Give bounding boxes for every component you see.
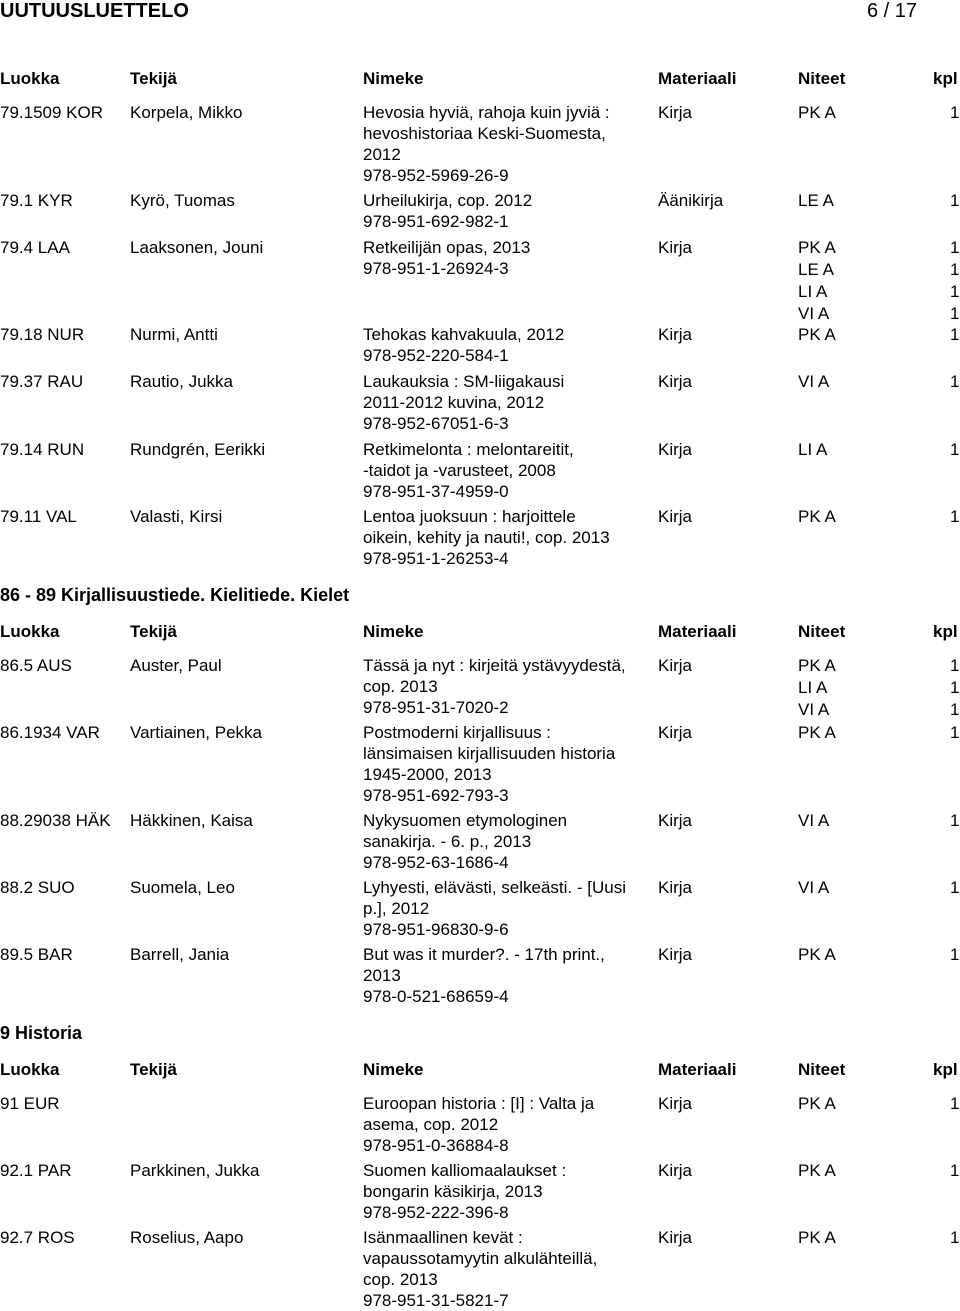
copy-count: 1 <box>950 282 960 301</box>
title-line: 2011-2012 kuvina, 2012 <box>363 393 545 412</box>
column-header-author: Tekijä <box>130 1060 177 1079</box>
title-line: länsimaisen kirjallisuuden historia <box>363 744 616 763</box>
author: Häkkinen, Kaisa <box>130 811 253 830</box>
author: Vartiainen, Pekka <box>130 723 262 742</box>
copy-count: 1 <box>950 1228 960 1247</box>
title-cell <box>363 1160 653 1223</box>
copies-cell <box>798 722 836 744</box>
copy-location: PK A <box>798 723 836 742</box>
title-line: 2012 <box>363 145 401 164</box>
copy-location: VI A <box>798 700 830 719</box>
author: Rundgrén, Eerikki <box>130 440 266 459</box>
title-cell <box>363 190 653 232</box>
column-header-title: Nimeke <box>363 1060 424 1079</box>
title-line: Urheilukirja, cop. 2012 <box>363 191 533 210</box>
kpl-cell <box>950 877 959 899</box>
copy-count: 1 <box>950 656 960 675</box>
material: Äänikirja <box>658 191 724 210</box>
author: Suomela, Leo <box>130 878 235 897</box>
material: Kirja <box>658 103 693 122</box>
class-code: 79.1 KYR <box>0 191 73 210</box>
column-header-class: Luokka <box>0 622 60 641</box>
copy-count: 1 <box>950 440 960 459</box>
isbn: 978-951-1-26924-3 <box>363 259 509 278</box>
title-line: cop. 2013 <box>363 1270 438 1289</box>
author: Nurmi, Antti <box>130 325 218 344</box>
class-code: 88.29038 HÄK <box>0 811 111 830</box>
class-code: 92.1 PAR <box>0 1161 72 1180</box>
title-line: Hevosia hyviä, rahoja kuin jyviä : <box>363 103 610 122</box>
isbn: 978-0-521-68659-4 <box>363 987 509 1006</box>
copy-count: 1 <box>950 507 960 526</box>
title-cell <box>363 102 653 186</box>
title-line: Retkeilijän opas, 2013 <box>363 238 531 257</box>
class-code: 86.5 AUS <box>0 656 72 675</box>
title-line: But was it murder?. - 17th print., <box>363 945 605 964</box>
material: Kirja <box>658 372 693 391</box>
title-cell <box>363 371 653 434</box>
column-header-class: Luokka <box>0 69 60 88</box>
material: Kirja <box>658 723 693 742</box>
author: Korpela, Mikko <box>130 103 243 122</box>
copy-count: 1 <box>950 878 960 897</box>
copies-cell <box>798 1160 836 1182</box>
copy-count: 1 <box>950 260 960 279</box>
title-line: vapaussotamyytin alkulähteillä, <box>363 1249 598 1268</box>
isbn: 978-951-37-4959-0 <box>363 482 509 501</box>
title-line: Nykysuomen etymologinen <box>363 811 568 830</box>
title-cell <box>363 506 653 569</box>
copies-cell <box>798 877 829 899</box>
title-cell <box>363 439 653 502</box>
material: Kirja <box>658 878 693 897</box>
isbn: 978-951-692-982-1 <box>363 212 509 231</box>
title-cell <box>363 810 653 873</box>
title-line: Tehokas kahvakuula, 2012 <box>363 325 565 344</box>
column-header-kpl: kpl <box>933 1060 958 1079</box>
copy-location: PK A <box>798 238 836 257</box>
author: Rautio, Jukka <box>130 372 233 391</box>
copy-count: 1 <box>950 945 960 964</box>
column-header-kpl: kpl <box>933 622 958 641</box>
material: Kirja <box>658 811 693 830</box>
title-line: p.], 2012 <box>363 899 430 918</box>
column-header-copies: Niteet <box>798 69 846 88</box>
copies-cell <box>798 810 829 832</box>
copy-count: 1 <box>950 700 960 719</box>
copy-location: LI A <box>798 678 828 697</box>
class-code: 79.4 LAA <box>0 238 70 257</box>
author: Laaksonen, Jouni <box>130 238 264 257</box>
author: Parkkinen, Jukka <box>130 1161 260 1180</box>
copy-location: PK A <box>798 945 836 964</box>
title-cell <box>363 944 653 1007</box>
copy-count: 1 <box>950 304 960 323</box>
kpl-cell <box>950 1093 959 1115</box>
copies-cell <box>798 1093 836 1115</box>
material: Kirja <box>658 1161 693 1180</box>
copies-cell <box>798 506 836 528</box>
title-line: bongarin käsikirja, 2013 <box>363 1182 543 1201</box>
column-header-row <box>0 621 960 643</box>
copy-location: VI A <box>798 372 830 391</box>
material: Kirja <box>658 325 693 344</box>
title-cell <box>363 237 653 279</box>
copy-count: 1 <box>950 723 960 742</box>
title-line: Euroopan historia : [I] : Valta ja <box>363 1094 595 1113</box>
class-code: 92.7 ROS <box>0 1228 75 1247</box>
class-code: 79.11 VAL <box>0 507 77 526</box>
copy-location: LE A <box>798 260 834 279</box>
page-number: 6 / 17 <box>866 0 917 22</box>
title-cell <box>363 877 653 940</box>
copy-count: 1 <box>950 811 960 830</box>
title-line: Postmoderni kirjallisuus : <box>363 723 552 742</box>
title-line: Laukauksia : SM-liigakausi <box>363 372 565 391</box>
copy-location: PK A <box>798 1228 836 1247</box>
isbn: 978-951-0-36884-8 <box>363 1136 509 1155</box>
kpl-cell <box>950 237 959 325</box>
column-header-kpl: kpl <box>933 69 958 88</box>
title-cell <box>363 722 653 806</box>
copy-location: PK A <box>798 1094 836 1113</box>
column-header-author: Tekijä <box>130 622 177 641</box>
class-code: 79.14 RUN <box>0 440 85 459</box>
title-line: Suomen kalliomaalaukset : <box>363 1161 567 1180</box>
column-header-copies: Niteet <box>798 1060 846 1079</box>
copy-location: PK A <box>798 1161 836 1180</box>
class-code: 79.18 NUR <box>0 325 85 344</box>
material: Kirja <box>658 656 693 675</box>
title-line: sanakirja. - 6. p., 2013 <box>363 832 532 851</box>
kpl-cell <box>950 324 959 346</box>
kpl-cell <box>950 655 959 721</box>
isbn: 978-952-222-396-8 <box>363 1203 509 1222</box>
isbn: 978-952-67051-6-3 <box>363 414 509 433</box>
kpl-cell <box>950 722 959 744</box>
author: Auster, Paul <box>130 656 222 675</box>
title-cell <box>363 655 653 718</box>
copies-cell <box>798 655 836 721</box>
copies-cell <box>798 102 836 124</box>
isbn: 978-952-220-584-1 <box>363 346 509 365</box>
copy-location: VI A <box>798 304 830 323</box>
copies-cell <box>798 1227 836 1249</box>
copy-location: VI A <box>798 811 830 830</box>
copy-count: 1 <box>950 238 960 257</box>
kpl-cell <box>950 371 959 393</box>
kpl-cell <box>950 506 959 528</box>
isbn: 978-951-96830-9-6 <box>363 920 509 939</box>
isbn: 978-951-31-5821-7 <box>363 1291 509 1310</box>
copy-location: LI A <box>798 440 828 459</box>
kpl-cell <box>950 944 959 966</box>
isbn: 978-951-31-7020-2 <box>363 698 509 717</box>
copies-cell <box>798 190 834 212</box>
title-line: cop. 2013 <box>363 677 438 696</box>
section-title: 86 - 89 Kirjallisuustiede. Kielitiede. Kielet <box>0 585 350 605</box>
class-code: 91 EUR <box>0 1094 60 1113</box>
copy-count: 1 <box>950 103 960 122</box>
column-header-author: Tekijä <box>130 69 177 88</box>
title-line: 1945-2000, 2013 <box>363 765 492 784</box>
material: Kirja <box>658 1228 693 1247</box>
class-code: 89.5 BAR <box>0 945 73 964</box>
isbn: 978-952-5969-26-9 <box>363 166 509 185</box>
copy-location: VI A <box>798 878 830 897</box>
kpl-cell <box>950 1160 959 1182</box>
column-header-material: Materiaali <box>658 1060 737 1079</box>
kpl-cell <box>950 190 959 212</box>
column-header-row <box>0 1059 960 1081</box>
title-line: -taidot ja -varusteet, 2008 <box>363 461 556 480</box>
catalog-title: UUTUUSLUETTELO <box>0 0 189 22</box>
title-line: Isänmaallinen kevät : <box>363 1228 523 1247</box>
copy-count: 1 <box>950 1094 960 1113</box>
isbn: 978-952-63-1686-4 <box>363 853 509 872</box>
copy-count: 1 <box>950 325 960 344</box>
copies-cell <box>798 371 829 393</box>
copy-location: LI A <box>798 282 828 301</box>
isbn: 978-951-1-26253-4 <box>363 549 509 568</box>
title-line: 2013 <box>363 966 401 985</box>
author: Roselius, Aapo <box>130 1228 244 1247</box>
title-line: Lyhyesti, elävästi, selkeästi. - [Uusi <box>363 878 626 897</box>
material: Kirja <box>658 507 693 526</box>
material: Kirja <box>658 1094 693 1113</box>
material: Kirja <box>658 945 693 964</box>
author: Valasti, Kirsi <box>130 507 223 526</box>
class-code: 86.1934 VAR <box>0 723 100 742</box>
author: Kyrö, Tuomas <box>130 191 235 210</box>
column-header-class: Luokka <box>0 1060 60 1079</box>
title-cell <box>363 1227 653 1311</box>
kpl-cell <box>950 1227 959 1249</box>
title-line: hevoshistoriaa Keski-Suomesta, <box>363 124 606 143</box>
title-line: Retkimelonta : melontareitit, <box>363 440 574 459</box>
title-line: asema, cop. 2012 <box>363 1115 499 1134</box>
column-header-material: Materiaali <box>658 69 737 88</box>
column-header-copies: Niteet <box>798 622 846 641</box>
copy-count: 1 <box>950 191 960 210</box>
title-line: Tässä ja nyt : kirjeitä ystävyydestä, <box>363 656 626 675</box>
column-header-material: Materiaali <box>658 622 737 641</box>
material: Kirja <box>658 238 693 257</box>
copy-location: PK A <box>798 507 836 526</box>
kpl-cell <box>950 102 959 124</box>
copy-location: PK A <box>798 103 836 122</box>
kpl-cell <box>950 810 959 832</box>
copies-cell <box>798 439 827 461</box>
material: Kirja <box>658 440 693 459</box>
kpl-cell <box>950 439 959 461</box>
copies-cell <box>798 324 836 346</box>
author: Barrell, Jania <box>130 945 230 964</box>
copy-location: LE A <box>798 191 834 210</box>
class-code: 79.37 RAU <box>0 372 84 391</box>
copy-count: 1 <box>950 372 960 391</box>
copy-count: 1 <box>950 1161 960 1180</box>
class-code: 79.1509 KOR <box>0 103 104 122</box>
section-title: 9 Historia <box>0 1023 83 1043</box>
title-cell <box>363 1093 653 1156</box>
copies-cell <box>798 237 836 325</box>
copies-cell <box>798 944 836 966</box>
copy-location: PK A <box>798 325 836 344</box>
title-line: oikein, kehity ja nauti!, cop. 2013 <box>363 528 610 547</box>
column-header-title: Nimeke <box>363 69 424 88</box>
class-code: 88.2 SUO <box>0 878 75 897</box>
column-header-title: Nimeke <box>363 622 424 641</box>
copy-count: 1 <box>950 678 960 697</box>
isbn: 978-951-692-793-3 <box>363 786 509 805</box>
copy-location: PK A <box>798 656 836 675</box>
title-cell <box>363 324 653 366</box>
column-header-row <box>0 68 960 90</box>
title-line: Lentoa juoksuun : harjoittele <box>363 507 576 526</box>
